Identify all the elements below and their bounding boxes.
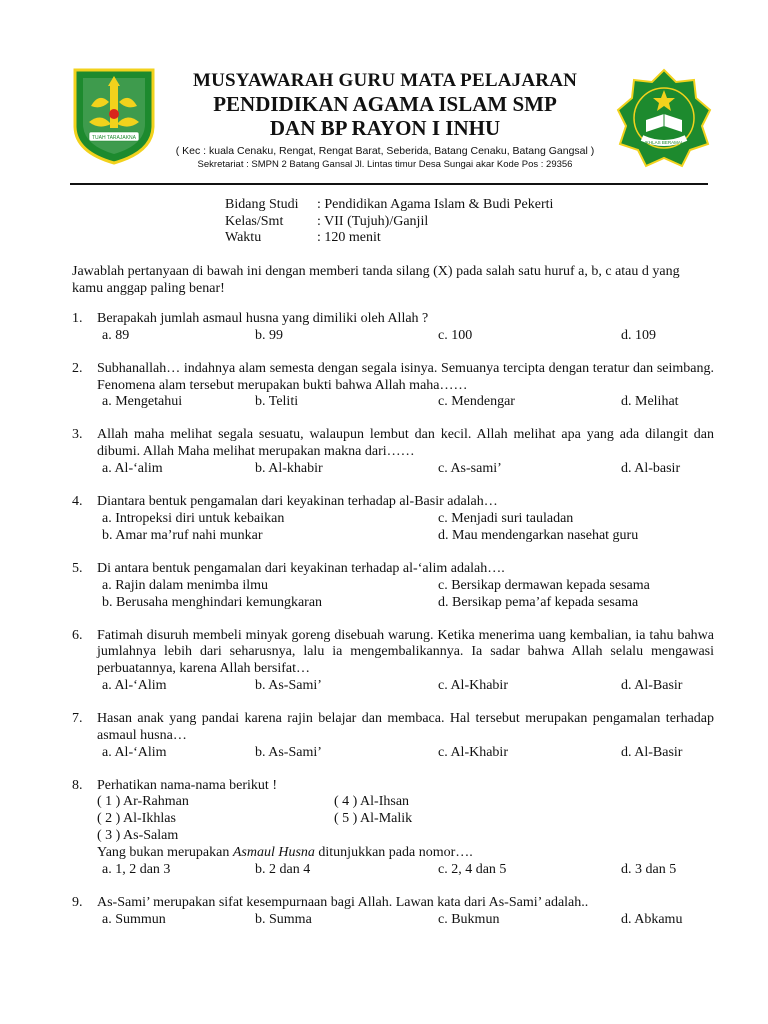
question-5 [72, 561, 714, 612]
option-c[interactable]: c. As-sami’ [438, 460, 502, 476]
option-d[interactable]: d. Al-basir [621, 460, 681, 476]
question-number: 7. [72, 710, 83, 726]
info-value: : 120 menit [317, 230, 381, 245]
option-a[interactable]: a. Intropeksi diri untuk kebaikan [102, 510, 285, 526]
kabupaten-shield-logo [71, 66, 157, 166]
letterhead-sekretariat: Sekretariat : SMPN 2 Batang Gansal Jl. Lintas timur Desa Sungai akar Kode Pos : 29356 [197, 159, 573, 170]
name-item: ( 1 ) Ar-Rahman [97, 794, 189, 810]
question-text: Berapakah jumlah asmaul husna yang dimiliki oleh Allah ? [97, 311, 429, 326]
question-text: Allah maha melihat segala sesuatu, walaupun lembut dan kecil. Allah melihat apa yang ada dilangit dan dibumi. Allah Maha melihat merupakan makna dari…… [97, 427, 714, 460]
option-c[interactable]: c. Al-Khabir [438, 677, 508, 693]
option-d[interactable]: d. Mau mendengarkan nasehat guru [438, 527, 639, 543]
option-b[interactable]: b. 2 dan 4 [255, 862, 311, 878]
question-9 [72, 895, 714, 929]
question-list [72, 311, 714, 945]
option-b[interactable]: b. Teliti [255, 394, 299, 410]
name-item: ( 3 ) As-Salam [97, 828, 179, 844]
option-c[interactable]: c. Menjadi suri tauladan [438, 510, 574, 526]
option-d[interactable]: d. Melihat [621, 394, 679, 410]
info-value: : VII (Tujuh)/Ganjil [317, 213, 429, 229]
option-a[interactable]: a. Al-‘Alim [102, 744, 167, 760]
answer-options [97, 461, 714, 478]
kemenag-emblem-logo [614, 68, 714, 168]
letterhead [150, 70, 620, 171]
followup-pre: Yang bukan merupakan [97, 845, 233, 861]
letterhead-kecamatan: ( Kec : kuala Cenaku, Rengat, Rengat Barat, Seberida, Batang Cenaku, Batang Gangsal ) [175, 145, 595, 157]
option-c[interactable]: c. 2, 4 dan 5 [438, 862, 507, 878]
option-a[interactable]: a. Mengetahui [102, 394, 183, 410]
option-a[interactable]: a. Al-‘alim [102, 460, 163, 476]
option-d[interactable]: d. Abkamu [621, 911, 683, 927]
name-item: ( 2 ) Al-Ikhlas [97, 811, 176, 827]
answer-options [97, 745, 714, 762]
question-text: Subhanallah… indahnya alam semesta dengan segala isinya. Semuanya tercipta dengan teratur dan seimbang. Fenomena alam tersebut merupakan bukti bahwa Allah maha…… [97, 360, 714, 393]
answer-options [97, 528, 714, 545]
answer-options [97, 578, 714, 595]
letterhead-line-2: PENDIDIKAN AGAMA ISLAM SMP [213, 92, 557, 116]
question-4 [72, 494, 714, 545]
option-c[interactable]: c. 100 [438, 327, 473, 343]
info-label: Bidang Studi [225, 197, 299, 212]
question-3 [72, 427, 714, 478]
name-item: ( 4 ) Al-Ihsan [334, 794, 410, 810]
question-followup [97, 845, 714, 862]
instructions: Jawablah pertanyaan di bawah ini dengan memberi tanda silang (X) pada salah satu huruf a, b, c atau d yang kamu anggap paling benar! [72, 264, 680, 296]
question-8 [72, 778, 714, 880]
question-text: Di antara bentuk pengamalan dari keyakinan terhadap al-‘alim adalah…. [97, 560, 505, 576]
answer-options [97, 678, 714, 695]
followup-post: ditunjukkan pada nomor…. [314, 845, 473, 861]
question-7 [72, 711, 714, 762]
info-label: Waktu [225, 230, 262, 245]
option-b[interactable]: b. Amar ma’ruf nahi munkar [102, 527, 263, 543]
option-d[interactable]: d. 3 dan 5 [621, 862, 677, 878]
option-b[interactable]: b. Summa [255, 911, 312, 927]
answer-options [97, 328, 714, 345]
option-c[interactable]: c. Bukmun [438, 911, 500, 927]
option-a[interactable]: a. Al-‘Alim [102, 677, 167, 693]
answer-options [97, 862, 714, 879]
option-d[interactable]: d. Al-Basir [621, 744, 683, 760]
option-c[interactable]: c. Al-Khabir [438, 744, 508, 760]
question-text: Diantara bentuk pengamalan dari keyakinan terhadap al-Basir adalah… [97, 493, 498, 509]
name-list-row [97, 811, 714, 828]
option-b[interactable]: b. As-Sami’ [255, 677, 322, 693]
option-b[interactable]: b. As-Sami’ [255, 744, 322, 760]
info-value: : Pendidikan Agama Islam & Budi Pekerti [317, 197, 554, 212]
name-list-row [97, 828, 714, 845]
info-row [225, 214, 553, 231]
info-row [225, 197, 553, 214]
logo-right-motto: IKHLAS BERAMAL [644, 140, 684, 145]
option-b[interactable]: b. Berusaha menghindari kemungkaran [102, 594, 323, 610]
question-text: Hasan anak yang pandai karena rajin belajar dan membaca. Hal tersebut merupakan pengamalan terhadap asmaul husna… [97, 710, 714, 743]
exam-info [225, 197, 553, 247]
question-text: Perhatikan nama-nama berikut ! [97, 777, 277, 793]
option-a[interactable]: a. 89 [102, 327, 130, 343]
option-b[interactable]: b. Al-khabir [255, 460, 323, 476]
option-a[interactable]: a. Rajin dalam menimba ilmu [102, 577, 269, 593]
question-number: 9. [72, 895, 83, 911]
option-a[interactable]: a. Summun [102, 911, 166, 927]
option-d[interactable]: d. Bersikap pema’af kepada sesama [438, 594, 639, 610]
answer-options [97, 394, 714, 411]
question-6 [72, 628, 714, 695]
question-number: 8. [72, 777, 83, 793]
option-c[interactable]: c. Bersikap dermawan kepada sesama [438, 577, 650, 593]
answer-options [97, 595, 714, 612]
question-text: As-Sami’ merupakan sifat kesempurnaan bagi Allah. Lawan kata dari As-Sami’ adalah.. [97, 895, 589, 911]
header-divider [70, 183, 708, 185]
question-number: 4. [72, 493, 83, 509]
option-c[interactable]: c. Mendengar [438, 394, 515, 410]
info-row [225, 230, 553, 247]
name-list-row [97, 794, 714, 811]
answer-options [97, 511, 714, 528]
logo-left-motto: TUAH TARAJAKNA [92, 135, 136, 141]
option-d[interactable]: d. Al-Basir [621, 677, 683, 693]
option-a[interactable]: a. 1, 2 dan 3 [102, 862, 171, 878]
question-2 [72, 361, 714, 412]
followup-emphasis: Asmaul Husna [232, 845, 315, 861]
letterhead-line-3: DAN BP RAYON I INHU [269, 116, 501, 140]
question-number: 3. [72, 427, 83, 443]
question-number: 2. [72, 360, 83, 376]
question-number: 6. [72, 627, 83, 643]
question-number: 1. [72, 311, 83, 326]
question-number: 5. [72, 560, 83, 576]
question-text: Fatimah disuruh membeli minyak goreng disebuah warung. Ketika menerima uang kembalian, ia tahu bahwa jumlahnya lebih dari seharusnya, lalu ia mengembalikannya. Ia sadar bahwa Allah selalu mengawasi perbuatannya, karena Allah bersifat… [97, 627, 714, 677]
name-item: ( 5 ) Al-Malik [334, 811, 413, 827]
question-1 [72, 311, 714, 345]
letterhead-line-1: MUSYAWARAH GURU MATA PELAJARAN [192, 70, 578, 91]
option-d[interactable]: d. 109 [621, 327, 656, 343]
info-label: Kelas/Smt [225, 213, 284, 229]
answer-options [97, 912, 714, 929]
option-b[interactable]: b. 99 [255, 327, 283, 343]
